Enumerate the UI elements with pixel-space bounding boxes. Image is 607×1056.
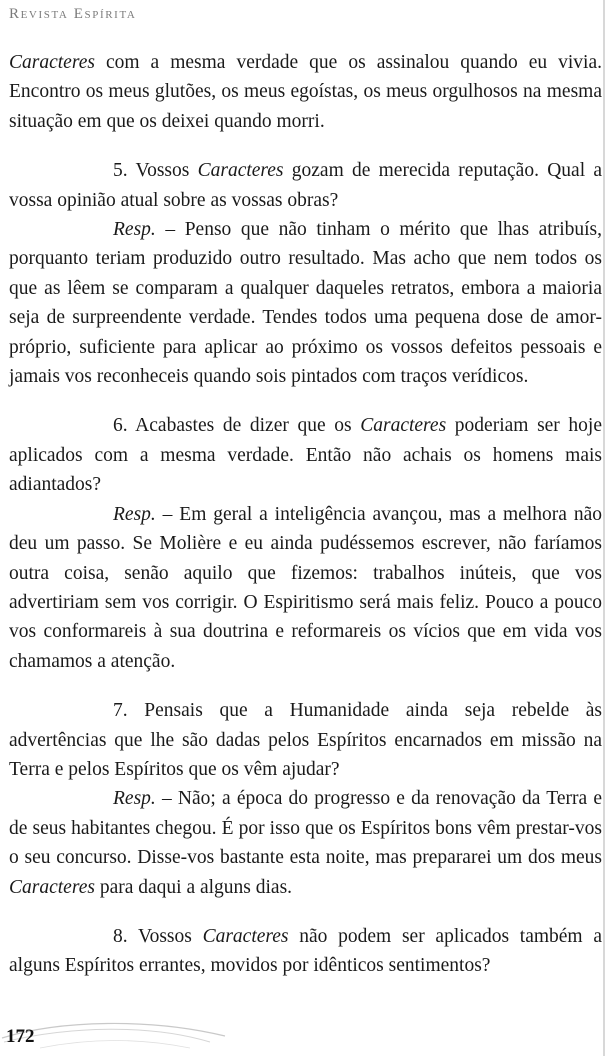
italic-text-run: Caracteres: [9, 876, 95, 898]
text-run: gozam de merecida reputação. Qual a vossa opinião atual sobre as vossas obras?: [9, 160, 602, 211]
italic-text-run: Resp.: [113, 503, 156, 525]
text-run: 8. Vossos: [113, 925, 203, 947]
question-8: [9, 922, 602, 981]
text-run: não podem ser aplicados também a alguns Espíritos errantes, movidos por idênticos sentimentos?: [9, 925, 602, 977]
answer-5: [9, 215, 602, 391]
italic-text-run: Caracteres: [202, 925, 289, 947]
page-body: [9, 48, 602, 981]
page-number: 172: [6, 1026, 35, 1047]
question-7: [9, 696, 602, 784]
answer-6: [9, 500, 602, 676]
text-run: – Penso que não tinham o mérito que lhas atribuís, porquanto teriam produzido outro resultado. Mas acho que nem todos os que as lêem se comparam a qualquer daqueles retratos, embora a maioria seja de surpreendente verdade. Tendes todos uma pequena dose de amor-próprio, suficiente para aplicar ao próximo os vossos defeitos pessoais e jamais vos reconheceis quando sois pintados com traços verídicos.: [9, 219, 602, 388]
italic-text-run: Caracteres: [360, 415, 447, 437]
footer-swoosh-ornament: [0, 1014, 230, 1054]
text-run: com a mesma verdade que os assinalou quando eu vivia. Encontro os meus glutões, os meus egoístas, os meus orgulhosos na mesma situação em que os deixei quando morri.: [9, 52, 602, 132]
text-run: 5. Vossos: [113, 160, 198, 182]
question-5: [9, 156, 602, 215]
running-header: Revista Espírita: [9, 6, 137, 22]
italic-text-run: Resp.: [113, 219, 156, 241]
text-run: 6. Acabastes de dizer que os: [113, 415, 361, 437]
question-6: [9, 411, 602, 499]
text-run: poderiam ser hoje aplicados com a mesma verdade. Então não achais os homens mais adiantados?: [9, 415, 603, 496]
text-run: para daqui a alguns dias.: [94, 876, 293, 898]
italic-text-run: Caracteres: [9, 52, 95, 73]
page-edge-rule: [603, 0, 605, 1056]
text-run: – Em geral a inteligência avançou, mas a melhora não deu um passo. Se Molière e eu ainda pudéssemos escrever, não faríamos outra coisa, senão aquilo que fizemos: trabalhos inúteis, que vos advertiriam sem vos corrigir. O Espiritismo será mais feliz. Pouco a pouco vos conformareis à sua doutrina e reformareis os vícios que em vida vos chamamos a atenção.: [9, 503, 602, 672]
answer-7: [9, 784, 602, 902]
text-run: 7. Pensais que a Humanidade ainda seja rebelde às advertências que lhe são dadas pelos Espíritos encarnados em missão na Terra e pelos Espíritos que os vêm ajudar?: [9, 700, 602, 780]
paragraph-continuation: [9, 48, 602, 136]
italic-text-run: Resp.: [113, 788, 156, 810]
italic-text-run: Caracteres: [197, 160, 284, 182]
text-run: – Não; a época do progresso e da renovação da Terra e de seus habitantes chegou. É por isso que os Espíritos bons vêm prestar-vos o seu concurso. Disse-vos bastante esta noite, mas prepararei um dos meus: [9, 788, 602, 869]
